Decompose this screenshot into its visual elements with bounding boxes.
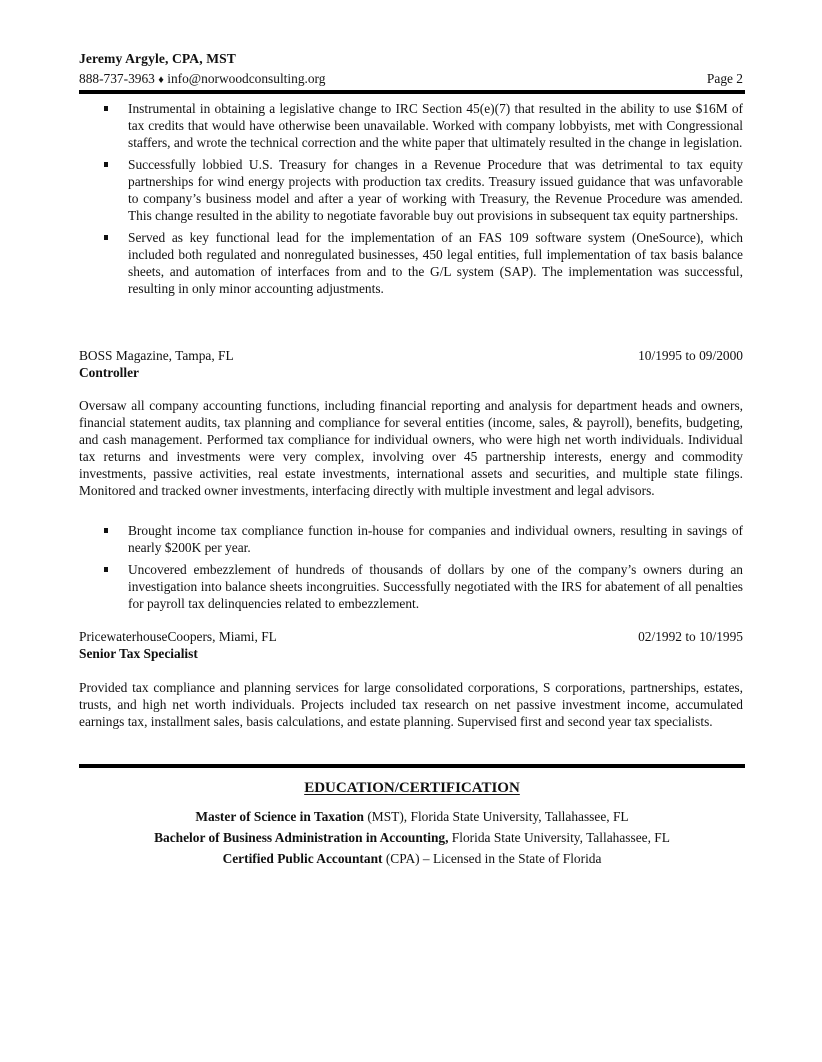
achievement-bullet: Brought income tax compliance function in-house for companies and individual owners, resulting in savings of nearly $200K per year. [79, 522, 743, 556]
square-bullet-icon [104, 162, 108, 167]
email-address: info@norwoodconsulting.org [167, 71, 326, 86]
degree-name: Master of Science in Taxation [195, 809, 364, 824]
achievement-bullet: Served as key functional lead for the implementation of an FAS 109 software system (OneSource), which included both regulated and nonregulated businesses, 450 legal entities, full implementation of tax basis balance sheets, and automation of interfaces from and to the G/L system (SAP). The implementation was successful, resulting in only minor accounting adjustments. [79, 229, 743, 297]
job-dates: 02/1992 to 10/1995 [638, 629, 743, 644]
job-company: BOSS Magazine, Tampa, FL [79, 348, 234, 363]
job-header [79, 628, 743, 645]
degree-detail: Florida State University, Tallahassee, FL [448, 830, 670, 845]
education-list [79, 806, 745, 869]
degree-detail: (CPA) – Licensed in the State of Florida [382, 851, 602, 866]
job-header [79, 347, 743, 364]
job-title: Senior Tax Specialist [79, 646, 198, 661]
job-summary: Provided tax compliance and planning services for large consolidated corporations, S corporations, partnerships, estates, trusts, and high net worth individuals. Projects included tax research on net passive investment income, accumulated earnings tax, installment sales, basis calculations, and estate planning. Supervised first and second year tax specialists. [79, 680, 743, 729]
square-bullet-icon [104, 567, 108, 572]
achievement-bullet: Successfully lobbied U.S. Treasury for changes in a Revenue Procedure that was detrimental to tax equity partnerships for wind energy projects with production tax credits. Treasury issued guidance that was unfavorable to company’s business model and after a year of working with Treasury, the Revenue Procedure was amended. This change resulted in the ability to negotiate favorable buy out provisions in subsequent tax equity partnerships. [79, 156, 743, 224]
phone-number: 888-737-3963 [79, 71, 155, 86]
contact-line [79, 71, 325, 87]
candidate-name: Jeremy Argyle, CPA, MST [79, 51, 236, 66]
square-bullet-icon [104, 528, 108, 533]
degree-detail: (MST), Florida State University, Tallahassee, FL [364, 809, 629, 824]
degree-name: Certified Public Accountant [222, 851, 383, 866]
job-summary-pricewaterhousecoopers [79, 679, 743, 730]
page-number: Page 2 [706, 71, 743, 86]
job-title: Controller [79, 365, 139, 380]
education-item [79, 827, 745, 848]
job-summary-boss-magazine [79, 397, 743, 499]
education-section-title: EDUCATION/CERTIFICATION [304, 780, 520, 796]
achievement-bullet: Uncovered embezzlement of hundreds of thousands of dollars by one of the company’s owners during an investigation into balance sheets incongruities. Successfully negotiated with the IRS for abatement of all penalties for payroll tax delinquencies related to embezzlement. [79, 561, 743, 612]
job-entry-pricewaterhousecoopers [79, 628, 743, 662]
job-bullets-boss-magazine [79, 522, 743, 617]
diamond-separator-icon: ♦ [158, 74, 164, 86]
education-item [79, 848, 745, 869]
education-item [79, 806, 745, 827]
job-summary: Oversaw all company accounting functions, including financial reporting and analysis for department heads and owners, financial statement audits, tax planning and compliance for several entities (income, sales, & payroll), benefits, budgeting, and cash management. Performed tax compliance for individual owners, who were high net worth individuals. Individual tax returns and investments were very complex, involving over 45 partnership interests, energy and commodity investments, passive activities, real estate investments, international assets and securities, and multiple state filings. Monitored and tracked owner investments, interfacing directly with multiple investment and legal advisors. [79, 398, 743, 498]
job-entry-boss-magazine [79, 347, 743, 381]
job-company: PricewaterhouseCoopers, Miami, FL [79, 629, 277, 644]
square-bullet-icon [104, 235, 108, 240]
degree-name: Bachelor of Business Administration in Accounting, [154, 830, 449, 845]
previous-job-bullets [79, 100, 743, 302]
job-dates: 10/1995 to 09/2000 [638, 348, 743, 363]
header-divider [79, 90, 745, 94]
section-divider [79, 764, 745, 768]
square-bullet-icon [104, 106, 108, 111]
achievement-bullet: Instrumental in obtaining a legislative change to IRC Section 45(e)(7) that resulted in the ability to use $16M of tax credits that would have otherwise been unavailable. Worked with company lobbyists, met with Congressional staffers, and wrote the technical correction and the white paper that ultimately resulted in the change in legislation. [79, 100, 743, 151]
